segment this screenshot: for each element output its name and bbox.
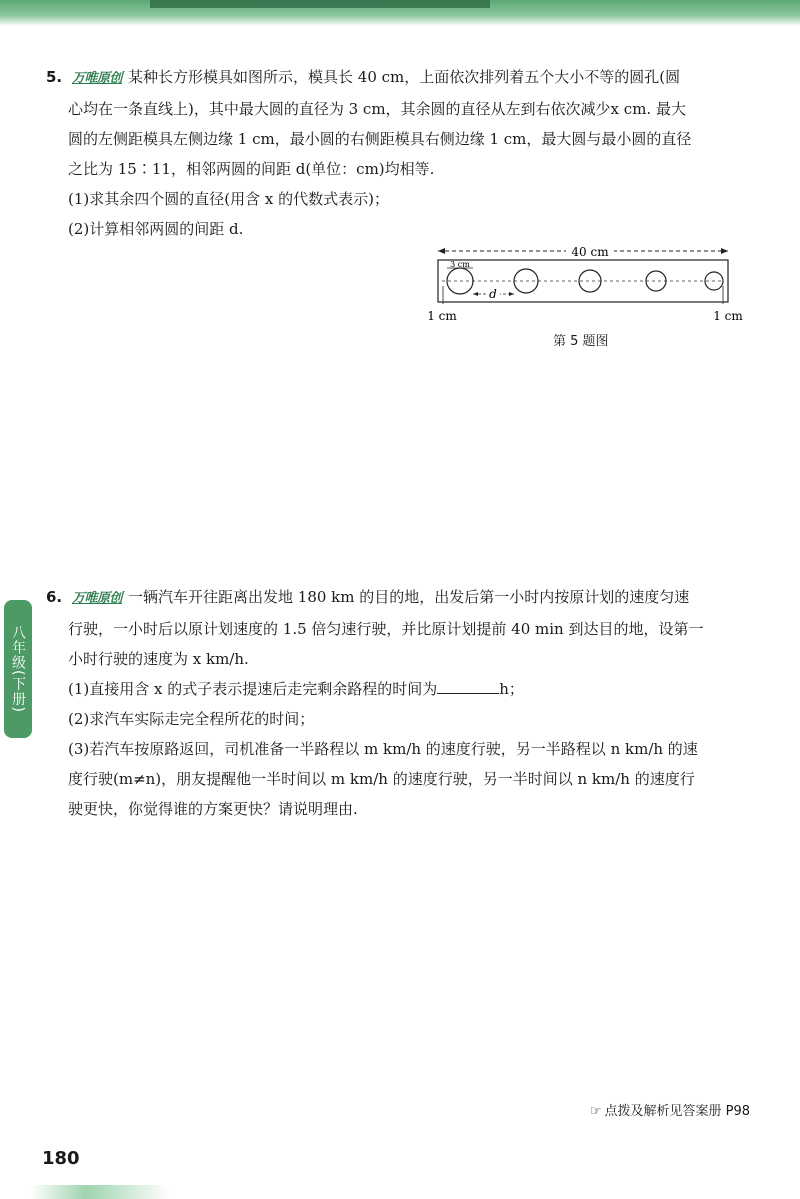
problem-5-text-2: 心均在一条直线上)，其中最大圆的直径为 3 cm，其余圆的直径从左到右依次减少x cm. 最大	[68, 100, 686, 118]
problem-6-question-3-line-1: (3)若汽车按原路返回，司机准备一半路程以 m km/h 的速度行驶，另一半路程以 n km/h 的速	[68, 740, 698, 758]
problem-6-question-1	[40, 674, 760, 704]
problem-6-question-2: (2)求汽车实际走完全程所花的时间；	[68, 710, 315, 728]
problem-5-question-2: (2)计算相邻两圆的间距 d.	[68, 220, 244, 238]
problem-5-line-1	[40, 62, 760, 94]
problem-6	[40, 582, 760, 824]
gap-label: d	[489, 287, 497, 301]
problem-6-question-3-line-3: 驶更快，你觉得谁的方案更快？请说明理由.	[68, 800, 358, 818]
problem-6-line-1	[40, 582, 760, 614]
page-number: 180	[42, 1148, 80, 1169]
answer-reference-text: 点拨及解析见答案册 P98	[604, 1104, 750, 1119]
grade-side-tab: 八年级(下册)	[4, 600, 32, 738]
diameter-label: 3 cm	[450, 260, 470, 269]
problem-6-badge: 万唯原创	[72, 591, 123, 606]
problem-5-question-1: (1)求其余四个圆的直径(用含 x 的代数式表示)；	[68, 190, 389, 208]
problem-6-text-1: 一辆汽车开往距离出发地 180 km 的目的地，出发后第一小时内按原计划的速度匀速	[128, 588, 690, 606]
problem-6-question-1-text: (1)直接用含 x 的式子表示提速后走完剩余路程的时间为	[68, 680, 438, 698]
problem-6-text-3: 小时行驶的速度为 x km/h.	[68, 650, 249, 668]
problem-5-text-4: 之比为 15∶11，相邻两圆的间距 d(单位：cm)均相等.	[68, 160, 435, 178]
problem-5-number: 5.	[46, 68, 63, 86]
top-band-accent	[150, 0, 490, 8]
length-arrow-right	[721, 248, 728, 254]
left-margin-label: 1 cm	[427, 309, 457, 323]
problem-5-badge: 万唯原创	[72, 71, 123, 86]
problem-5-text-1: 某种长方形模具如图所示，模具长 40 cm，上面依次排列着五个大小不等的圆孔(圆	[128, 68, 681, 86]
problem-5-text-3: 圆的左侧距模具左侧边缘 1 cm，最小圆的右侧距模具右侧边缘 1 cm，最大圆与最小圆的直径	[68, 130, 692, 148]
bottom-decorative-band	[30, 1185, 170, 1199]
problem-6-question-1-unit: h；	[499, 680, 524, 698]
length-label: 40 cm	[571, 245, 609, 259]
problem-6-text-2: 行驶，一小时后以原计划速度的 1.5 倍匀速行驶，并比原计划提前 40 min 到达目的地，设第一	[68, 620, 704, 638]
problem-6-question-3-line-2: 度行驶(m≠n)，朋友提醒他一半时间以 m km/h 的速度行驶，另一半时间以 n km/h 的速度行	[68, 770, 695, 788]
answer-reference	[590, 1100, 750, 1119]
length-arrow-left	[438, 248, 445, 254]
figure-caption: 第 5 题图	[553, 334, 609, 349]
problem-6-number: 6.	[46, 588, 63, 606]
top-decorative-band	[0, 0, 800, 26]
problem-5	[40, 62, 760, 244]
right-margin-label: 1 cm	[713, 309, 743, 323]
answer-blank[interactable]	[437, 675, 499, 694]
pointing-hand-icon: ☞	[589, 1104, 602, 1119]
